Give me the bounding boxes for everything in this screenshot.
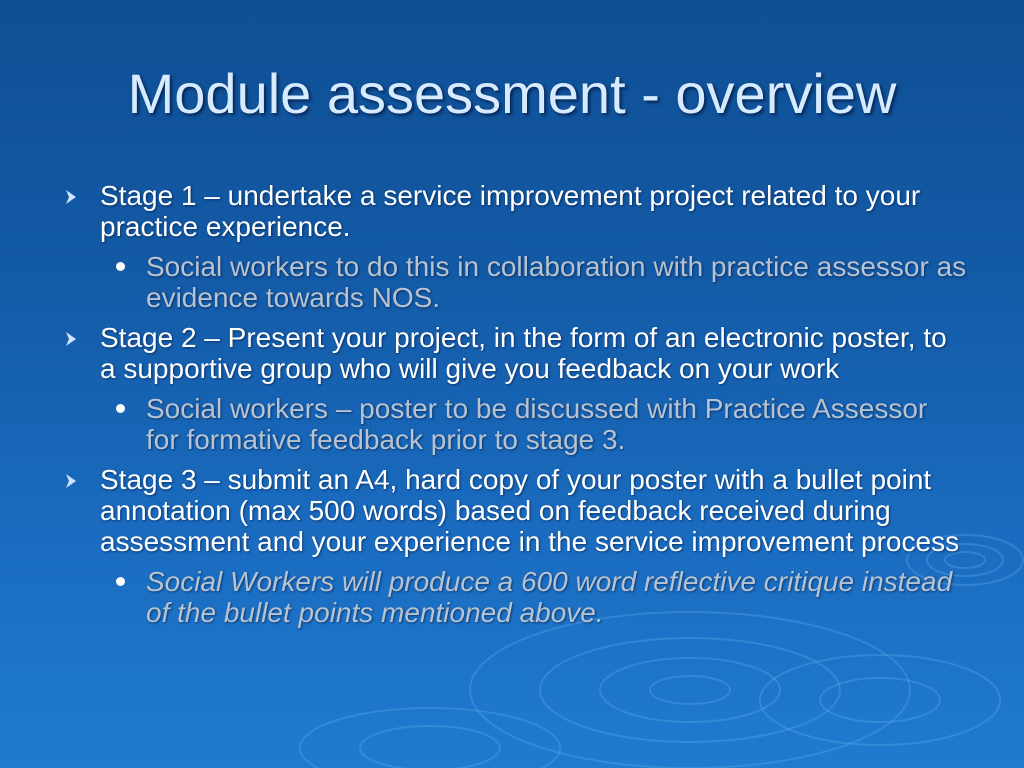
sub-item-stage-2 [146,393,967,455]
list-item-text: Stage 2 – Present your project, in the form of an electronic poster, to a supportive group who will give you feedback on your work [100,322,947,384]
round-dot-bullet-icon [116,404,125,413]
list-item-stage-2 [62,322,967,384]
chevron-arrow-bullet-icon [64,331,78,347]
sub-item-text: Social workers – poster to be discussed with Practice Assessor for formative feedback prior to stage 3. [146,393,928,455]
slide-title: Module assessment - overview [127,62,897,125]
bullet-list [62,180,967,637]
chevron-arrow-bullet-icon [64,189,78,205]
list-item-text: Stage 3 – submit an A4, hard copy of your poster with a bullet point annotation (max 500 words) based on feedback received during assessment and your experience in the service improvement process [100,464,960,557]
sub-item-stage-3 [146,566,967,628]
list-item-stage-1 [62,180,967,242]
round-dot-bullet-icon [116,577,125,586]
sub-item-text: Social workers to do this in collaboration with practice assessor as evidence towards NOS. [146,251,967,313]
round-dot-bullet-icon [116,262,125,271]
list-item-stage-3 [62,464,967,557]
sub-item-stage-1 [146,251,967,313]
chevron-arrow-bullet-icon [64,473,78,489]
sub-item-text: Social Workers will produce a 600 word reflective critique instead of the bullet points mentioned above. [146,566,953,628]
list-item-text: Stage 1 – undertake a service improvement project related to your practice experience. [100,180,921,242]
